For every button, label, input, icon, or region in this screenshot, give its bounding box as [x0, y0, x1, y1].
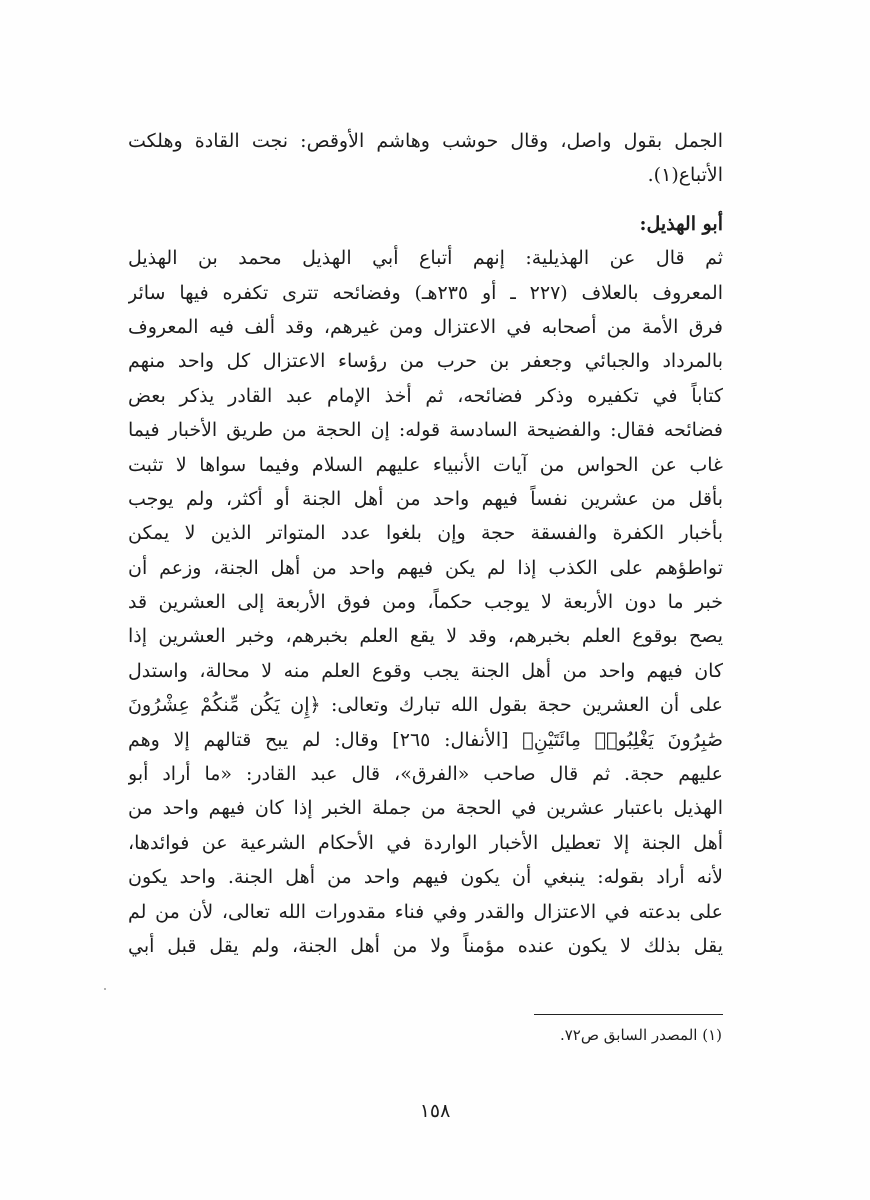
text-line: المعروف بالعلاف (٢٢٧ ـ أو ٢٣٥هـ) وفضائحه تترى تكفره فيها سائر	[128, 281, 723, 304]
text-line: خبر ما دون الأربعة لا يوجب حكماً، ومن فوق الأربعة إلى العشرين قد	[128, 591, 723, 614]
text-line: يصح بوقوع العلم بخبرهم، وقد لا يقع العلم بخبرهم، وخبر العشرين إذا	[128, 625, 723, 648]
margin-mark	[104, 988, 106, 990]
text-line: الهذيل باعتبار عشرين في الحجة من جملة الخبر إذا كان فيهم واحد من	[128, 797, 723, 820]
text-line: كان فيهم واحد من أهل الجنة يجب وقوع العلم منه لا محالة، واستدل	[128, 659, 723, 682]
text-line: ثم قال عن الهذيلية: إنهم أتباع أبي الهذيل محمد بن الهذيل	[128, 247, 723, 270]
text-line: يقل بذلك لا يكون عنده مؤمناً ولا من أهل الجنة، ولم يقل قبل أبي	[128, 934, 723, 957]
text-line: بأقل من عشرين نفساً فيهم واحد من أهل الجنة أو أكثر، ولم يوجب	[128, 487, 723, 510]
text-line: فضائحه فقال: والفضيحة السادسة قوله: إن الحجة من طريق الأخبار فيما	[128, 419, 723, 442]
text-line: غاب عن الحواس من آيات الأنبياء عليهم السلام وفيما سواها لا تثبت	[128, 453, 723, 476]
text-line: على أن العشرين حجة بقول الله تبارك وتعالى: ﴿إِن يَكُن مِّنكُمْ عِشْرُونَ	[128, 694, 723, 717]
text-line: على بدعته في الاعتزال والقدر وفي فناء مقدورات الله تعالى، لأن من لم	[128, 900, 723, 923]
text-line: أهل الجنة إلا تعطيل الأخبار الواردة في الأحكام الشرعية عن فوائدها،	[128, 831, 723, 854]
page-number: ١٥٨	[419, 1100, 451, 1122]
text-line: الجمل بقول واصل، وقال حوشب وهاشم الأوقص: نجت القادة وهلكت	[128, 130, 723, 152]
main-text-block	[128, 124, 723, 963]
text-line: لأنه أراد بقوله: ينبغي أن يكون فيهم واحد من أهل الجنة. واحد يكون	[128, 866, 723, 889]
footnote-separator	[534, 1014, 723, 1015]
text-line: تواطؤهم على الكذب إذا لم يكن فيهم واحد من أهل الجنة، وزعم أن	[128, 556, 723, 579]
text-line: بالمرداد والجبائي وجعفر بن حرب من رؤساء الاعتزال كل واحد منهم	[128, 350, 723, 373]
quran-verse-line: صَٰبِرُونَ يَغْلِبُوا۟ مِائَتَيْنِ﴾ [الأنفال: ٢٦٥] وقال: لم يبح قتالهم إلا وهم	[128, 728, 723, 751]
text-line: بأخبار الكفرة والفسقة حجة وإن بلغوا عدد المتواتر الذين لا يمكن	[128, 522, 723, 545]
text-line: كتاباً في تكفيره وذكر فضائحه، ثم أخذ الإمام عبد القادر يذكر بعض	[128, 384, 723, 407]
footnote: (١) المصدر السابق ص٧٢.	[559, 1026, 722, 1044]
text-line: عليهم حجة. ثم قال صاحب «الفرق»، قال عبد القادر: «ما أراد أبو	[128, 763, 723, 786]
text-line: الأتباع(١).	[647, 164, 723, 187]
text-line: فرق الأمة من أصحابه في الاعتزال ومن غيرهم، وقد ألف فيه المعروف	[128, 315, 723, 338]
section-heading: أبو الهذيل:	[639, 212, 723, 235]
